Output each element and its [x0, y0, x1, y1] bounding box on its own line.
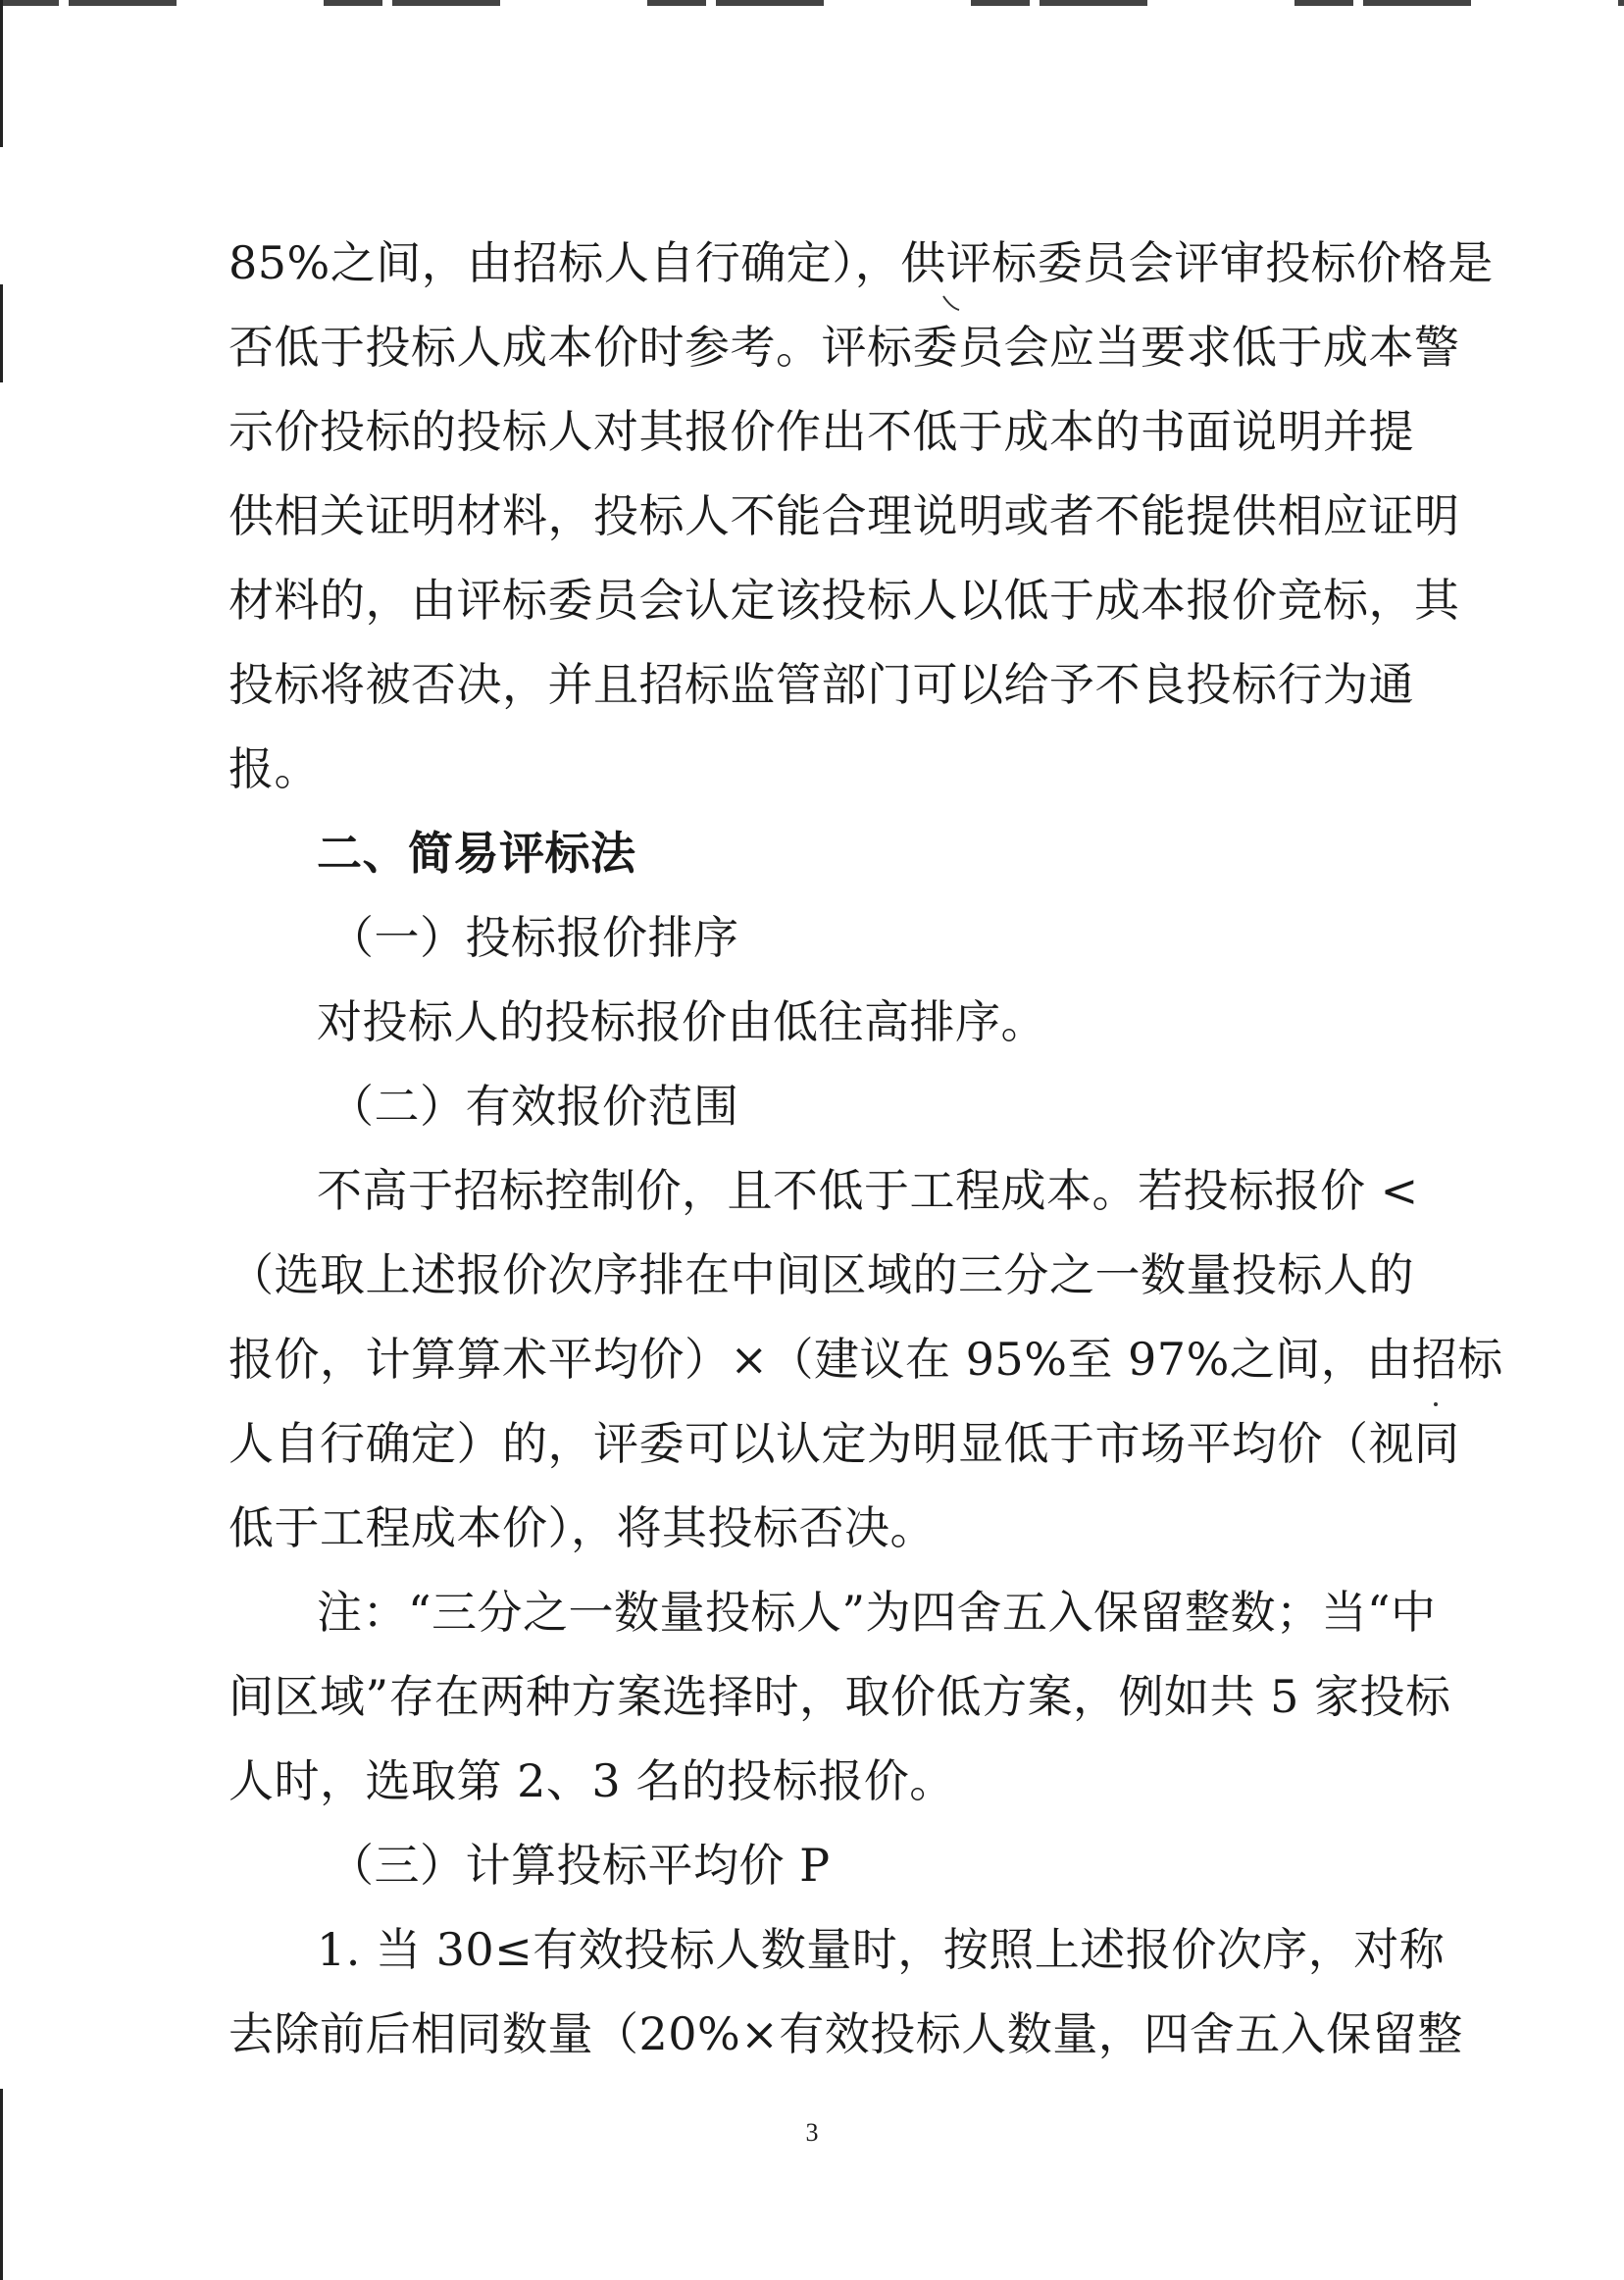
scan-left-edge [0, 0, 3, 147]
scan-top-edge [0, 0, 1624, 6]
subsection-heading: （二）有效报价范围 [329, 1080, 739, 1133]
scan-left-edge [0, 284, 3, 382]
paragraph-line: 报。 [228, 742, 320, 795]
paragraph-line: 报价，计算算术平均价）×（建议在 95%至 97%之间，由招标 [228, 1333, 1503, 1386]
paragraph-line: 去除前后相同数量（20%×有效投标人数量，四舍五入保留整 [228, 2007, 1463, 2060]
paragraph-line: 人自行确定）的，评委可以认定为明显低于市场平均价（视同 [228, 1417, 1460, 1470]
paragraph-line: 85%之间，由招标人自行确定），供评标委员会评审投标价格是 [228, 236, 1494, 289]
paragraph-line: 否低于投标人成本价时参考。评标委员会应当要求低于成本警 [228, 321, 1460, 374]
paragraph-line: 材料的，由评标委员会认定该投标人以低于成本报价竞标，其 [228, 574, 1460, 627]
section-heading: 二、简易评标法 [317, 827, 636, 880]
note-line: 间区域”存在两种方案选择时，取价低方案，例如共 5 家投标 [228, 1670, 1451, 1723]
paragraph-line: 不高于招标控制价，且不低于工程成本。若投标报价 < [317, 1164, 1419, 1217]
paragraph-line: 供相关证明材料，投标人不能合理说明或者不能提供相应证明 [228, 489, 1460, 542]
pen-mark-icon [941, 294, 961, 314]
note-line: 人时，选取第 2、3 名的投标报价。 [228, 1754, 955, 1807]
note-line: 注：“三分之一数量投标人”为四舍五入保留整数；当“中 [317, 1586, 1437, 1639]
page-number: 3 [805, 2118, 819, 2147]
subsection-heading: （一）投标报价排序 [329, 911, 739, 964]
paragraph-line: 示价投标的投标人对其报价作出不低于成本的书面说明并提 [228, 405, 1414, 458]
paragraph-line: 投标将被否决，并且招标监管部门可以给予不良投标行为通 [228, 658, 1414, 711]
paragraph-line: 对投标人的投标报价由低往高排序。 [317, 995, 1046, 1048]
paragraph-line: 低于工程成本价），将其投标否决。 [228, 1501, 936, 1554]
subsection-heading: （三）计算投标平均价 P [329, 1839, 831, 1892]
paragraph-line: （选取上述报价次序排在中间区域的三分之一数量投标人的 [228, 1248, 1414, 1301]
scan-dot [1434, 1402, 1438, 1406]
paragraph-line: 1. 当 30≤有效投标人数量时，按照上述报价次序，对称 [317, 1923, 1446, 1976]
